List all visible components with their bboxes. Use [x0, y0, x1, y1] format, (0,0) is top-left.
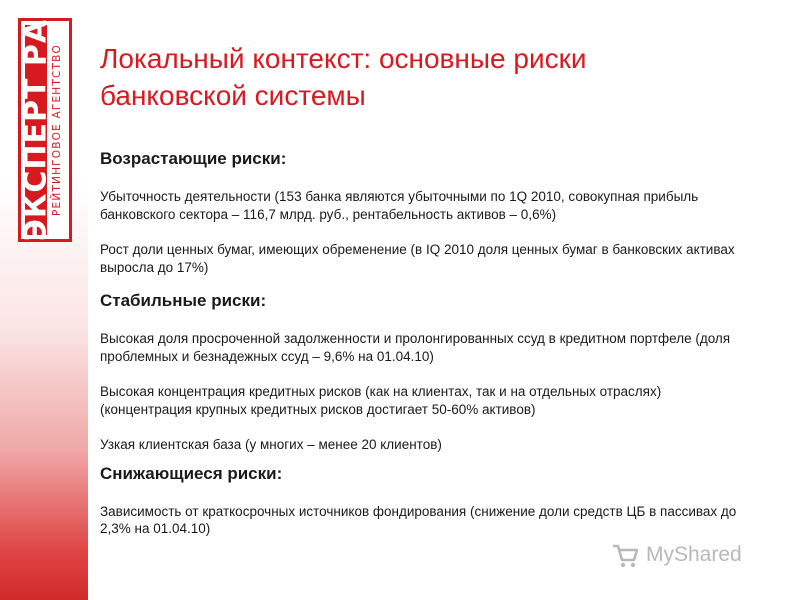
- slide-content: [100, 148, 740, 538]
- risk-item: Высокая концентрация кредитных рисков (как на клиентах, так и на отдельных отраслях) (концентрация крупных кредитных рисков достигает 50-60% активов): [100, 384, 662, 417]
- risk-item: Высокая доля просроченной задолженности и пролонгированных ссуд в кредитном портфеле (доля проблемных и безнадежных ссуд – 9,6% на 01.04.10): [100, 331, 731, 364]
- section-heading-stable: Стабильные риски:: [100, 291, 267, 310]
- slide-title: Локальный контекст: основные риски банковской системы: [100, 43, 587, 111]
- watermark-text: MyShared: [646, 543, 742, 566]
- sidebar-gradient: [0, 0, 88, 600]
- risk-item: Зависимость от краткосрочных источников фондирования (снижение доли средств ЦБ в пассивах до 2,3% на 01.04.10): [100, 503, 737, 536]
- watermark: [610, 538, 742, 572]
- cart-icon: [610, 540, 640, 570]
- section-heading-decreasing: Снижающиеся риски:: [100, 463, 283, 483]
- logo-main-text: ЭКСПЕРТ РА: [18, 18, 54, 242]
- risk-item: Убыточность деятельности (153 банка являются убыточными по 1Q 2010, совокупная прибыль банковского сектора – 116,7 млрд. руб., рентабельность активов – 0,6%): [100, 189, 699, 222]
- risk-item: Узкая клиентская база (у многих – менее 20 клиентов): [100, 437, 442, 452]
- risk-item: Рост доли ценных бумаг, имеющих обременение (в IQ 2010 доля ценных бумаг в банковских активах выросла до 17%): [100, 242, 735, 275]
- logo-sub-text: РЕЙТИНГОВОЕ АГЕНТСТВО: [51, 43, 63, 217]
- logo: [18, 18, 72, 242]
- section-heading-increasing: Возрастающие риски:: [100, 149, 287, 168]
